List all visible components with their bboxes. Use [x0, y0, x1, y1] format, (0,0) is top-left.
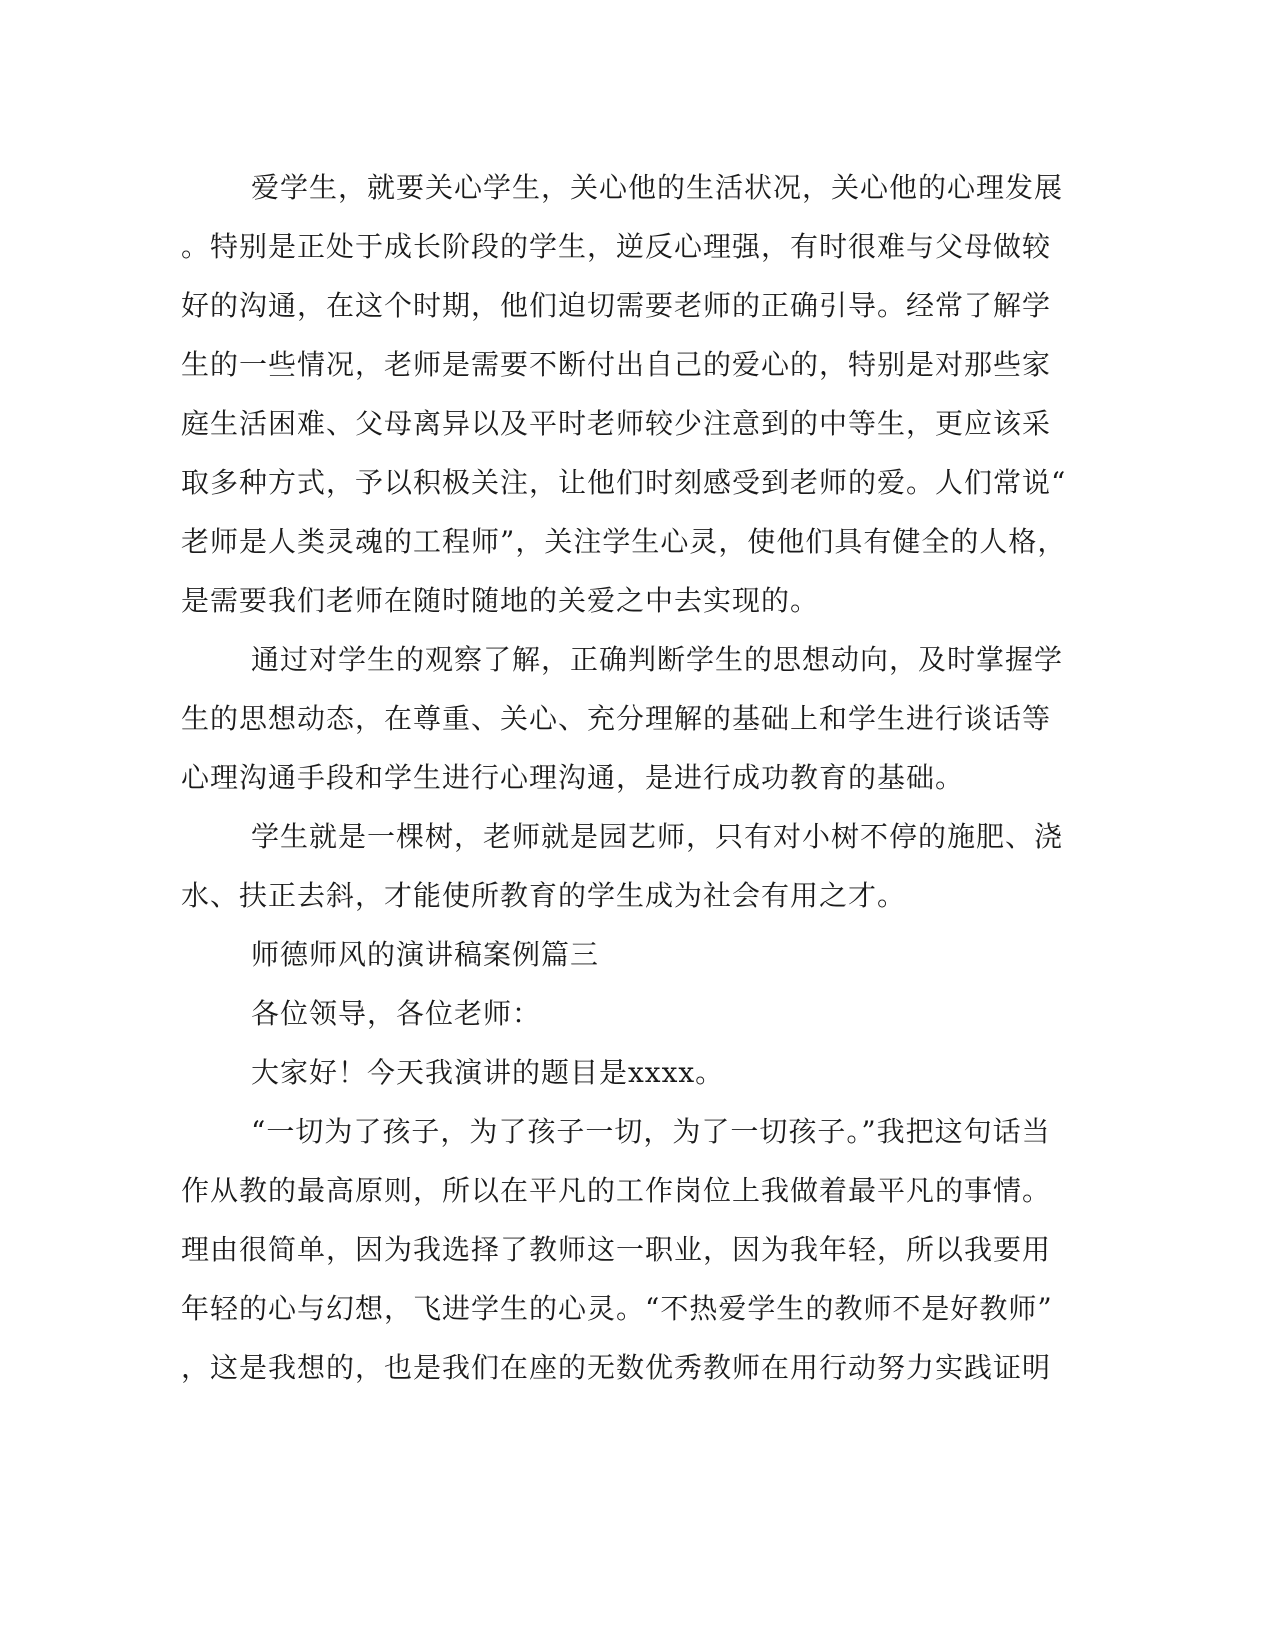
text-line: ，这是我想的，也是我们在座的无数优秀教师在用行动努力实践证明	[181, 1351, 1052, 1384]
text-line: 学生就是一棵树，老师就是园艺师，只有对小树不停的施肥、浇	[251, 820, 1064, 853]
text-line: 庭生活困难、父母离异以及平时老师较少注意到的中等生，更应该采	[181, 407, 1052, 440]
text-line: 爱学生，就要关心学生，关心他的生活状况，关心他的心理发展	[251, 171, 1064, 204]
text-line: 通过对学生的观察了解，正确判断学生的思想动向，及时掌握学	[251, 643, 1064, 676]
text-line: 理由很简单，因为我选择了教师这一职业，因为我年轻，所以我要用	[181, 1233, 1052, 1266]
section-heading: 师德师风的演讲稿案例篇三	[251, 938, 600, 971]
text-line: 。特别是正处于成长阶段的学生，逆反心理强，有时很难与父母做较	[181, 230, 1052, 263]
text-line: 作从教的最高原则，所以在平凡的工作岗位上我做着最平凡的事情。	[181, 1174, 1052, 1207]
text-line: 生的一些情况，老师是需要不断付出自己的爱心的，特别是对那些家	[181, 348, 1052, 381]
text-line: 取多种方式，予以积极关注，让他们时刻感受到老师的爱。人们常说“	[181, 466, 1067, 499]
text-line: 年轻的心与幻想，飞进学生的心灵。“不热爱学生的教师不是好教师”	[181, 1292, 1053, 1325]
text-line: 是需要我们老师在随时随地的关爱之中去实现的。	[181, 584, 820, 617]
text-line: 生的思想动态，在尊重、关心、充分理解的基础上和学生进行谈话等	[181, 702, 1052, 735]
document-body	[181, 158, 1067, 1397]
text-line: 大家好！今天我演讲的题目是xxxx。	[251, 1056, 725, 1089]
text-line: 心理沟通手段和学生进行心理沟通，是进行成功教育的基础。	[181, 761, 965, 794]
salutation: 各位领导，各位老师：	[251, 997, 542, 1030]
text-line: 水、扶正去斜，才能使所教育的学生成为社会有用之才。	[181, 879, 907, 912]
text-line: 老师是人类灵魂的工程师”，关注学生心灵，使他们具有健全的人格，	[181, 525, 1067, 558]
text-line: “一切为了孩子，为了孩子一切，为了一切孩子。”我把这句话当	[251, 1115, 1051, 1148]
text-line: 好的沟通，在这个时期，他们迫切需要老师的正确引导。经常了解学	[181, 289, 1052, 322]
